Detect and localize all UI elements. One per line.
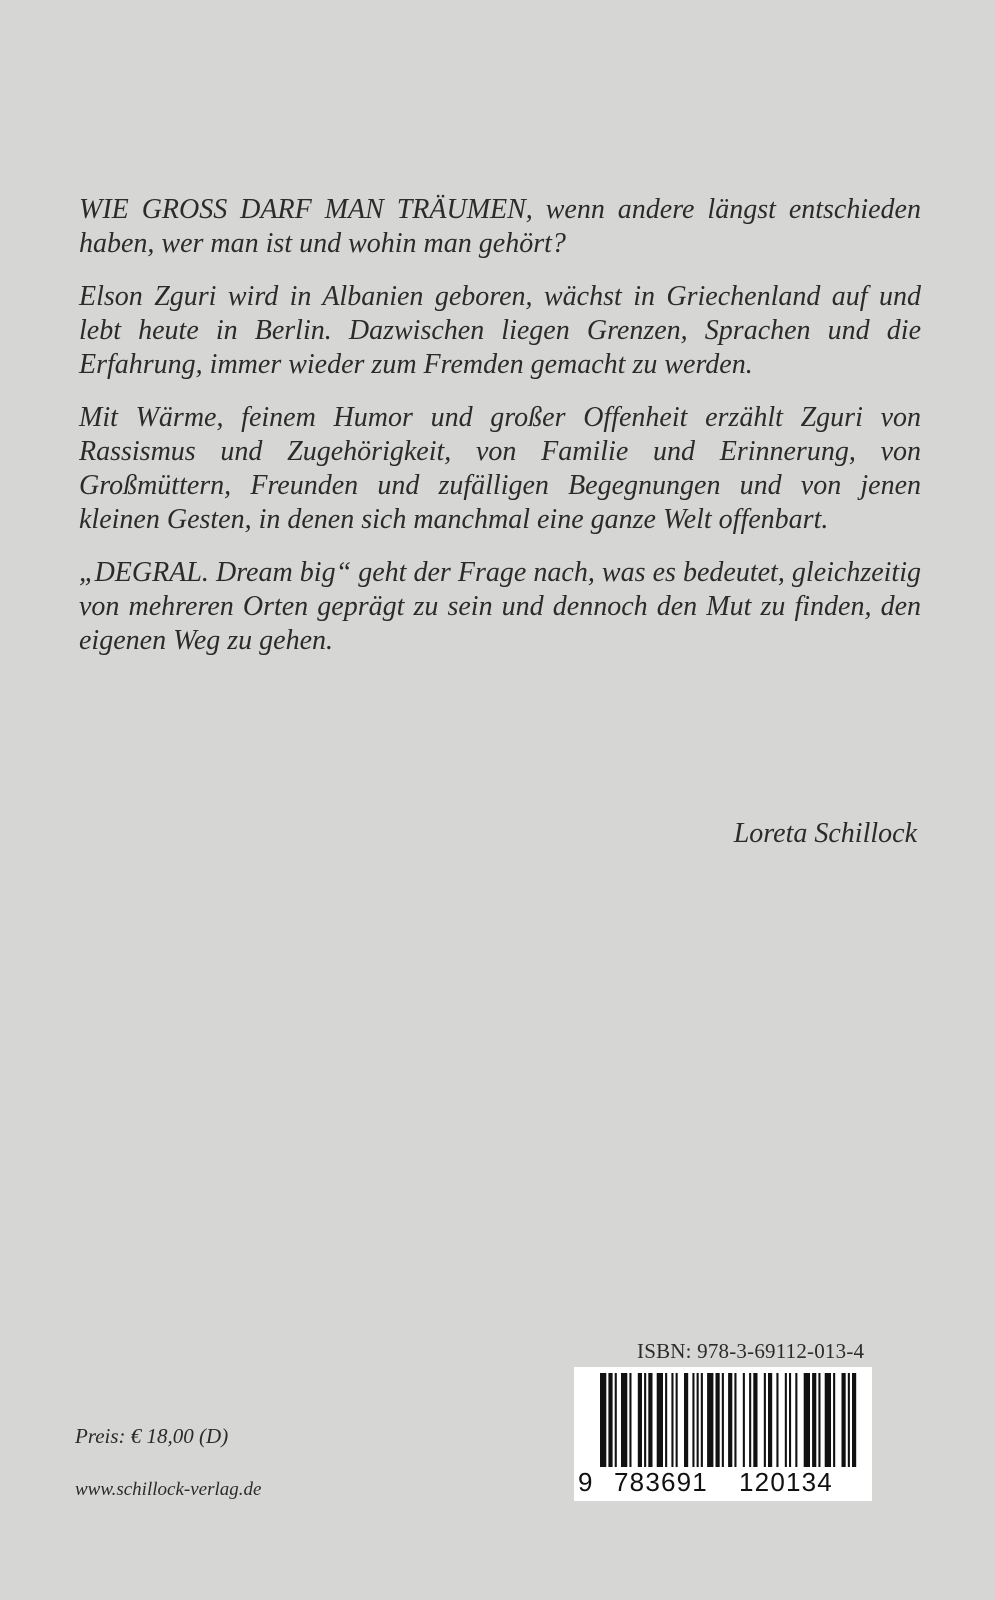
barcode-bar: [825, 1373, 831, 1467]
barcode-bar: [701, 1373, 703, 1467]
barcode-bar: [764, 1373, 766, 1467]
isbn-label: ISBN: 978-3-69112-013-4: [637, 1339, 865, 1363]
blurb-paragraph-3: Mit Wärme, feinem Humor und großer Offenheit erzählt Zguri von Rassismus und Zugehörigkeit, von Familie und Erinnerung, von Großmüttern, Freunden und zufälligen Begegnungen und von jenen kleinen Gesten, in denen sich manchmal eine ganze Welt offenbart.: [79, 402, 921, 535]
barcode-bar: [848, 1373, 850, 1467]
isbn-barcode: [574, 1367, 872, 1501]
publisher-website: www.schillock-verlag.de: [75, 1479, 262, 1500]
barcode-bar: [728, 1373, 732, 1467]
barcode-bar: [749, 1373, 751, 1467]
barcode-first-digit: 9: [578, 1467, 593, 1497]
barcode-bar: [644, 1373, 646, 1467]
blurb-paragraph-2: Elson Zguri wird in Albanien geboren, wächst in Griechenland auf und lebt heute in Berlin. Dazwischen liegen Grenzen, Sprachen und die Erfahrung, immer wieder zum Fremden gemacht zu werden.: [79, 281, 921, 380]
barcode-bar: [657, 1373, 663, 1467]
barcode-bar: [676, 1373, 678, 1467]
barcode-bar: [818, 1373, 820, 1467]
barcode-bar: [833, 1373, 835, 1467]
barcode-bar: [716, 1373, 720, 1467]
barcode-bar: [812, 1373, 816, 1467]
barcode-bar: [608, 1373, 612, 1467]
barcode-bar: [804, 1373, 810, 1467]
barcode-bar: [852, 1373, 856, 1467]
barcode-bar: [753, 1373, 757, 1467]
barcode-bar: [697, 1373, 699, 1467]
barcode-bar: [648, 1373, 652, 1467]
barcode-bar: [629, 1373, 631, 1467]
barcode-bar: [665, 1373, 667, 1467]
barcode-digits: [574, 1467, 872, 1501]
blurb-paragraph-4: „DEGRAL. Dream big“ geht der Frage nach, was es bedeutet, gleichzeitig von mehreren Orten geprägt zu sein und dennoch den Mut zu finden, den eigenen Weg zu gehen.: [79, 557, 921, 656]
barcode-bar: [600, 1373, 606, 1467]
blurb-paragraph-1: WIE GROSS DARF MAN TRÄUMEN, wenn andere längst entschieden haben, wer man ist und wohin man gehört?: [79, 194, 921, 259]
barcode-bar: [615, 1373, 617, 1467]
barcode-bar: [722, 1373, 724, 1467]
back-cover-blurb: [79, 193, 921, 677]
barcode-bar: [707, 1373, 713, 1467]
barcode-left-digits: 783691: [614, 1467, 708, 1497]
barcode-bar: [684, 1373, 688, 1467]
blurb-signature: Loreta Schillock: [733, 818, 917, 849]
price-label: Preis: € 18,00 (D): [75, 1424, 229, 1448]
barcode-bar: [789, 1373, 791, 1467]
barcode-bar: [768, 1373, 772, 1467]
barcode-bar: [692, 1373, 694, 1467]
barcode-bar: [734, 1373, 736, 1467]
barcode-right-digits: 120134: [739, 1467, 833, 1497]
barcode-bar: [621, 1373, 627, 1467]
barcode-bar: [638, 1373, 642, 1467]
barcode-bar: [785, 1373, 787, 1467]
barcode-bar: [776, 1373, 778, 1467]
barcode-bar: [842, 1373, 846, 1467]
barcode-bar: [671, 1373, 673, 1467]
barcode-bar: [743, 1373, 745, 1467]
barcode-bar: [795, 1373, 797, 1467]
